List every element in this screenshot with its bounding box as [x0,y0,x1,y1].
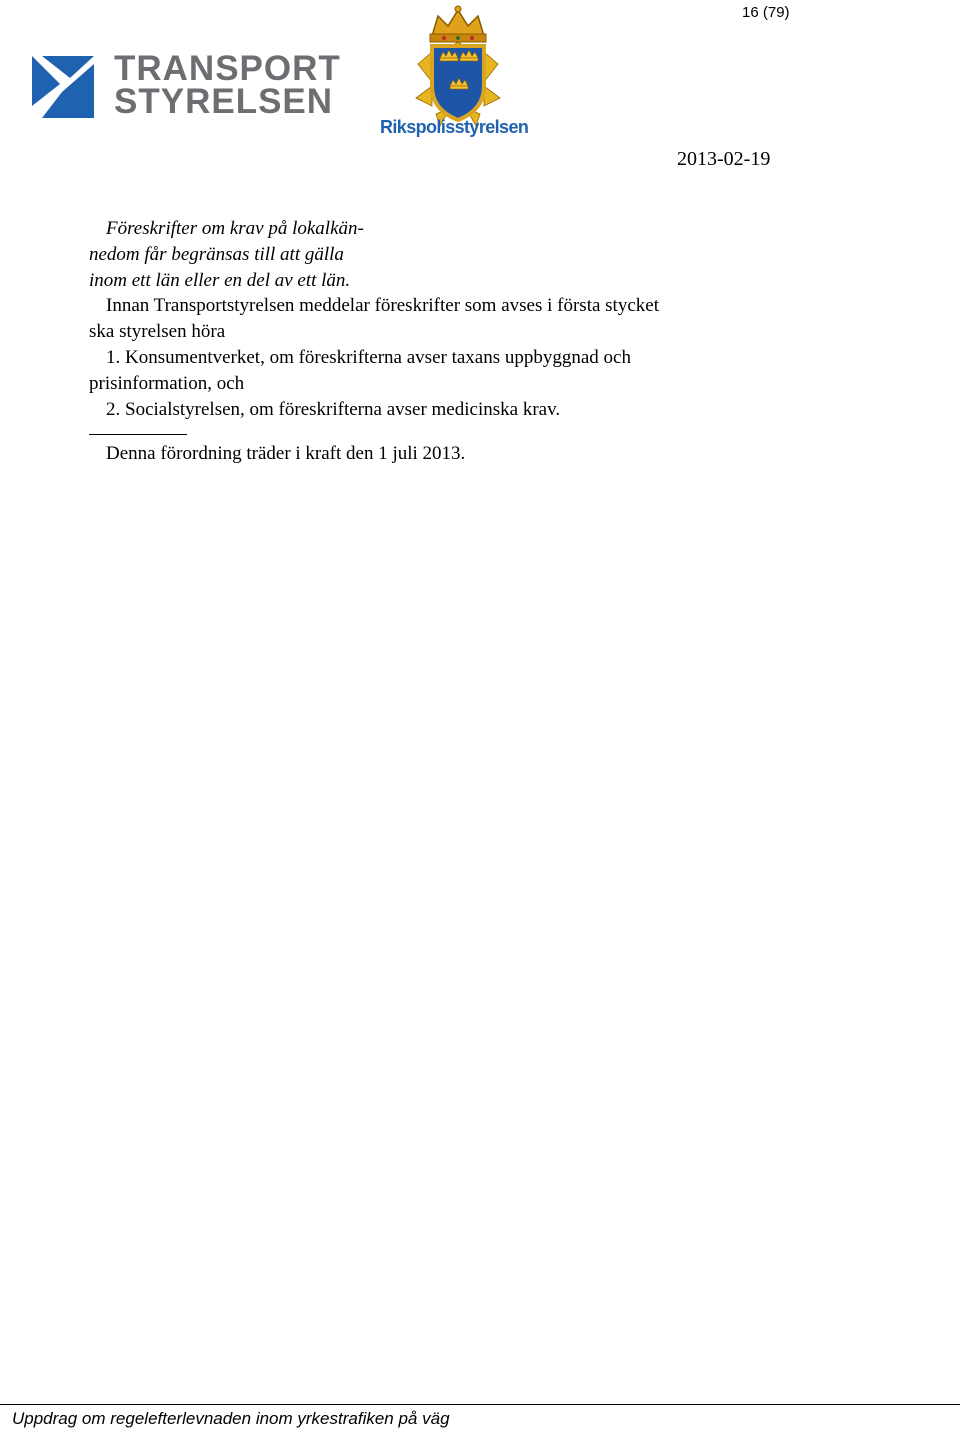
transportstyrelsen-logo-line1: TRANSPORT [114,49,341,88]
paragraph-line-1: Innan Transportstyrelsen meddelar föreskrifter som avses i första stycket [106,295,659,317]
transportstyrelsen-logo [32,49,341,122]
document-date: 2013-02-19 [677,148,771,170]
italic-line-1: Föreskrifter om krav på lokalkän- [106,218,364,239]
separator-rule [89,434,187,435]
page-number: 16 (79) [742,4,790,21]
crown-icon [430,6,486,42]
footer-divider [0,1404,960,1405]
paragraph-line-2: ska styrelsen höra [89,321,226,343]
list-item-1-line-2: prisinformation, och [89,372,245,394]
document-body [89,216,769,467]
rikspolisstyrelsen-logo-text: Rikspolisstyrelsen [380,117,529,137]
italic-line-2: nedom får begränsas till att gälla [89,243,344,265]
list-item-2: 2. Socialstyrelsen, om föreskrifterna avser medicinska krav. [106,398,561,420]
closing-statement: Denna förordning träder i kraft den 1 juli 2013. [106,443,466,465]
list-item-1-line-1: 1. Konsumentverket, om föreskrifterna avser taxans uppbyggnad och [106,346,631,368]
transportstyrelsen-logo-line2: STYRELSEN [114,82,334,121]
transportstyrelsen-logo-mark [32,52,102,122]
footer-text: Uppdrag om regelefterlevnaden inom yrkestrafiken på väg [12,1409,450,1428]
italic-line-3: inom ett län eller en del av ett län. [89,269,351,291]
